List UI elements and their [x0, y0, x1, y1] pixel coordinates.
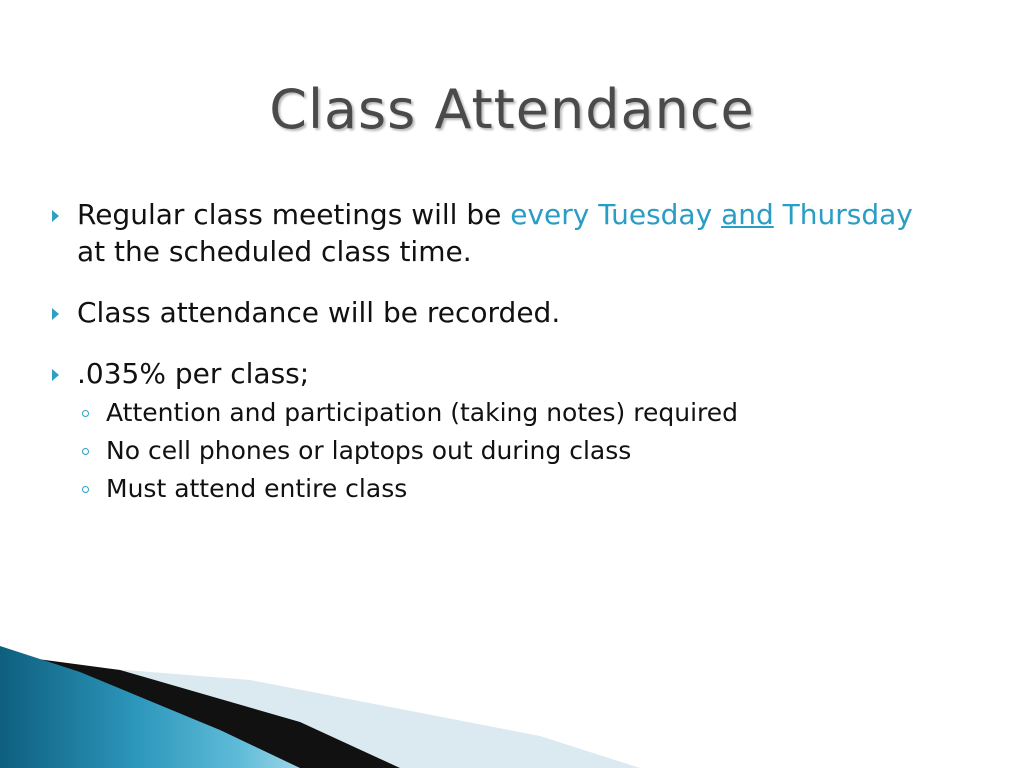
bullet-text: .035% per class; — [77, 357, 310, 390]
bullet-item — [48, 196, 948, 270]
circle-bullet-icon — [82, 410, 89, 417]
circle-bullet-icon — [82, 448, 89, 455]
sub-bullet-text: No cell phones or laptops out during class — [106, 436, 632, 465]
highlight-and: and — [721, 198, 774, 231]
slide-title: Class Attendance — [269, 78, 755, 141]
bullet-text-space — [712, 198, 721, 231]
bullet-text: Regular class meetings will be — [77, 198, 511, 231]
highlight-thursday: Thursday — [773, 198, 913, 231]
circle-bullet-icon — [82, 486, 89, 493]
sub-bullet-list — [77, 394, 948, 508]
sub-bullet-text: Must attend entire class — [106, 474, 408, 503]
sub-bullet-item — [77, 394, 948, 432]
bullet-text: at the scheduled class time. — [77, 235, 472, 268]
bullet-item — [48, 355, 948, 508]
bullet-item — [48, 294, 948, 331]
bullet-text: Class attendance will be recorded. — [77, 296, 561, 329]
sub-bullet-item — [77, 470, 948, 508]
bullet-list — [48, 196, 948, 532]
sub-bullet-text: Attention and participation (taking notes) required — [106, 398, 738, 427]
bullet-arrow-icon — [52, 308, 59, 320]
bullet-arrow-icon — [52, 210, 59, 222]
sub-bullet-item — [77, 432, 948, 470]
highlight-every-tuesday: every Tuesday — [510, 198, 713, 231]
bullet-arrow-icon — [52, 369, 59, 381]
